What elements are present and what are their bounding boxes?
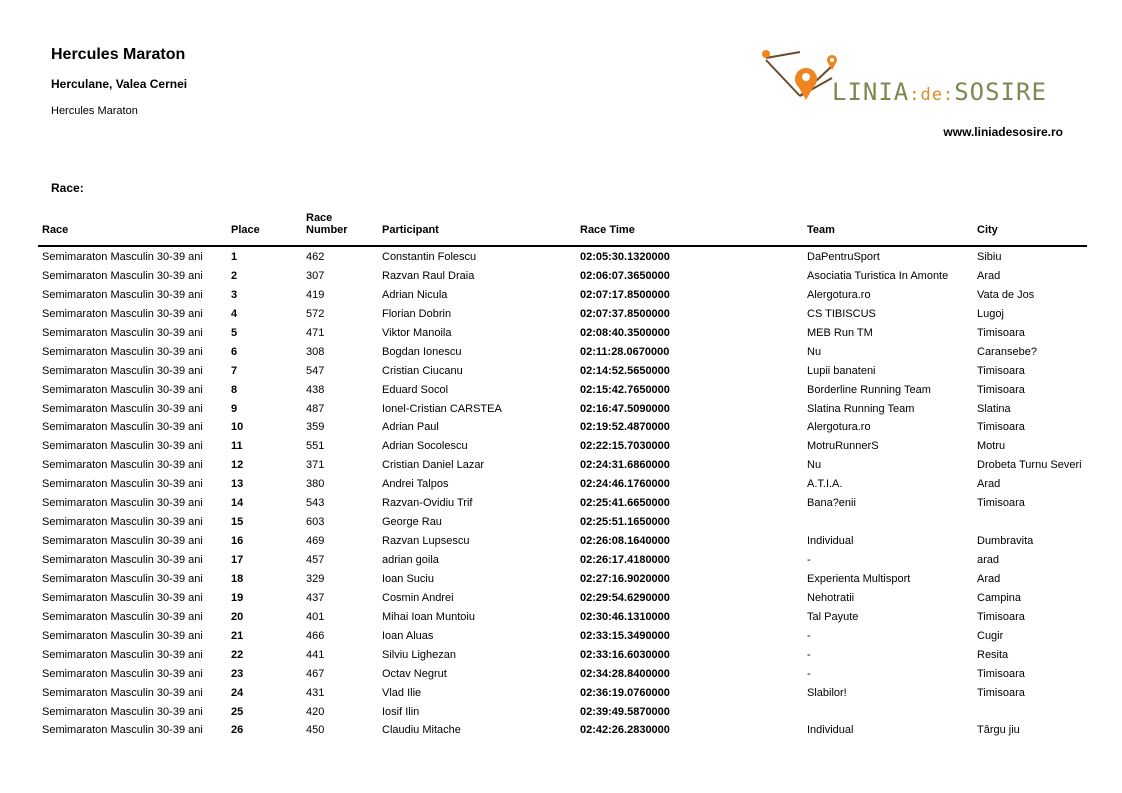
cell-race-number: 431: [306, 686, 325, 699]
column-header-race-number-line1: Race: [306, 212, 333, 224]
cell-race-number: 329: [306, 572, 325, 585]
cell-city: Cugir: [977, 629, 1004, 642]
cell-race-number: 359: [306, 421, 325, 434]
cell-participant: Razvan Lupsescu: [382, 535, 470, 548]
cell-city: Arad: [977, 269, 1001, 282]
cell-place: 23: [231, 667, 244, 680]
cell-city: Arad: [977, 478, 1001, 491]
cell-race-time: 02:06:07.3650000: [580, 269, 670, 282]
cell-race-number: 462: [306, 251, 325, 263]
cell-participant: Florian Dobrin: [382, 307, 452, 320]
cell-race: Semimaraton Masculin 30-39 ani: [42, 307, 203, 320]
cell-participant: Iosif Ilin: [382, 705, 420, 718]
cell-participant: Claudiu Mitache: [382, 724, 461, 737]
cell-race-number: 572: [306, 307, 325, 320]
cell-city: Campina: [977, 591, 1022, 604]
cell-team: Borderline Running Team: [807, 383, 931, 396]
logo-text-sosire: SOSIRE: [954, 78, 1047, 106]
cell-team: -: [807, 648, 811, 661]
cell-race-number: 547: [306, 364, 325, 377]
cell-place: 16: [231, 535, 244, 548]
cell-participant: Razvan Raul Draia: [382, 269, 475, 282]
cell-race: Semimaraton Masculin 30-39 ani: [42, 591, 203, 604]
column-header-race: Race: [42, 224, 69, 236]
cell-race: Semimaraton Masculin 30-39 ani: [42, 610, 203, 623]
cell-race-time: 02:42:26.2830000: [580, 724, 670, 737]
cell-race-time: 02:19:52.4870000: [580, 421, 670, 434]
cell-team: DaPentruSport: [807, 251, 880, 263]
event-title: Hercules Maraton: [51, 46, 186, 63]
cell-team: Slabilor!: [807, 686, 847, 699]
cell-race-number: 401: [306, 610, 325, 623]
cell-race-time: 02:05:30.1320000: [580, 251, 670, 263]
cell-participant: Cristian Daniel Lazar: [382, 459, 485, 472]
cell-city: Lugoj: [977, 307, 1004, 320]
table-header: [38, 210, 1087, 247]
table-row: [38, 664, 1087, 683]
cell-place: 5: [231, 326, 238, 339]
cell-participant: Ionel-Cristian CARSTEA: [382, 402, 502, 415]
cell-race-time: 02:22:15.7030000: [580, 440, 670, 453]
logo-text-linia: LINIA: [832, 78, 910, 106]
cell-place: 10: [231, 421, 244, 434]
table-row: [38, 588, 1087, 607]
cell-race: Semimaraton Masculin 30-39 ani: [42, 705, 203, 718]
table-row: [38, 455, 1087, 474]
logo-text: [832, 78, 1047, 106]
cell-place: 26: [231, 724, 244, 737]
cell-place: 8: [231, 383, 238, 396]
event-location: Herculane, Valea Cernei: [51, 77, 188, 91]
cell-race-time: 02:36:19.0760000: [580, 686, 670, 699]
cell-city: Târgu jiu: [977, 724, 1020, 737]
cell-participant: Viktor Manoila: [382, 326, 452, 339]
cell-race-time: 02:11:28.0670000: [580, 345, 670, 358]
cell-race-number: 457: [306, 554, 325, 566]
table-row: [38, 683, 1087, 702]
cell-race: Semimaraton Masculin 30-39 ani: [42, 364, 203, 377]
cell-team: Nehotratii: [807, 591, 855, 604]
cell-race-time: 02:27:16.9020000: [580, 572, 670, 585]
cell-participant: Cosmin Andrei: [382, 591, 454, 604]
cell-team: -: [807, 554, 811, 566]
cell-race: Semimaraton Masculin 30-39 ani: [42, 724, 203, 737]
cell-race: Semimaraton Masculin 30-39 ani: [42, 478, 203, 491]
cell-race-number: 420: [306, 705, 325, 718]
cell-participant: George Rau: [382, 516, 442, 529]
results-table: [38, 210, 1087, 739]
table-body: [38, 247, 1087, 739]
table-row: [38, 361, 1087, 380]
cell-participant: Ioan Suciu: [382, 572, 434, 585]
table-row: [38, 493, 1087, 512]
cell-participant: Octav Negrut: [382, 667, 447, 680]
cell-race: Semimaraton Masculin 30-39 ani: [42, 686, 203, 699]
cell-race: Semimaraton Masculin 30-39 ani: [42, 402, 203, 415]
column-header-race-time: Race Time: [580, 224, 635, 236]
cell-city: arad: [977, 554, 1000, 566]
cell-race-number: 469: [306, 535, 325, 548]
cell-race-time: 02:33:16.6030000: [580, 648, 670, 661]
table-row: [38, 380, 1087, 399]
cell-city: Timisoara: [977, 610, 1025, 623]
cell-place: 3: [231, 288, 238, 301]
cell-team: -: [807, 667, 811, 680]
cell-participant: adrian goila: [382, 554, 439, 566]
cell-city: Sibiu: [977, 251, 1002, 263]
cell-race-number: 467: [306, 667, 325, 680]
cell-city: Timisoara: [977, 364, 1025, 377]
cell-race: Semimaraton Masculin 30-39 ani: [42, 288, 203, 301]
cell-team: Nu: [807, 345, 822, 358]
cell-team: A.T.I.A.: [807, 478, 843, 491]
cell-race-time: 02:26:17.4180000: [580, 554, 670, 566]
logo-text-de: :de:: [909, 85, 955, 105]
cell-place: 20: [231, 610, 244, 623]
table-row: [38, 342, 1087, 361]
table-row: [38, 323, 1087, 342]
cell-race-number: 466: [306, 629, 325, 642]
cell-place: 17: [231, 554, 244, 566]
cell-city: Timisoara: [977, 326, 1025, 339]
cell-team: Alergotura.ro: [807, 421, 871, 434]
cell-race-number: 438: [306, 383, 325, 396]
cell-race-number: 450: [306, 724, 325, 737]
column-header-race-number-line2: Number: [306, 224, 348, 236]
cell-race-time: 02:08:40.3500000: [580, 326, 670, 339]
cell-place: 13: [231, 478, 244, 491]
cell-city: Arad: [977, 572, 1001, 585]
table-row: [38, 626, 1087, 645]
cell-race-number: 307: [306, 269, 325, 282]
table-row: [38, 550, 1087, 569]
cell-team: Slatina Running Team: [807, 402, 915, 415]
cell-race: Semimaraton Masculin 30-39 ani: [42, 648, 203, 661]
cell-race: Semimaraton Masculin 30-39 ani: [42, 572, 203, 585]
cell-race-time: 02:07:17.8500000: [580, 288, 670, 301]
cell-race-time: 02:24:46.1760000: [580, 478, 670, 491]
cell-city: Drobeta Turnu Severi: [977, 459, 1082, 472]
cell-race: Semimaraton Masculin 30-39 ani: [42, 459, 203, 472]
cell-race: Semimaraton Masculin 30-39 ani: [42, 629, 203, 642]
cell-team: MotruRunnerS: [807, 440, 879, 453]
cell-race-time: 02:29:54.6290000: [580, 591, 670, 604]
race-label: Race:: [51, 181, 84, 195]
cell-place: 18: [231, 572, 244, 585]
table-row: [38, 474, 1087, 493]
cell-place: 25: [231, 705, 244, 718]
cell-city: Caransebe?: [977, 345, 1037, 358]
cell-team: Individual: [807, 724, 854, 737]
cell-place: 12: [231, 459, 244, 472]
column-header-participant: Participant: [382, 224, 439, 236]
cell-team: MEB Run TM: [807, 326, 873, 339]
cell-participant: Adrian Paul: [382, 421, 439, 434]
table-row: [38, 720, 1087, 739]
cell-participant: Bogdan Ionescu: [382, 345, 462, 358]
table-row: [38, 436, 1087, 455]
cell-city: Vata de Jos: [977, 288, 1035, 301]
cell-team: CS TIBISCUS: [807, 307, 876, 320]
cell-participant: Ioan Aluas: [382, 629, 434, 642]
cell-place: 6: [231, 345, 238, 358]
cell-race-time: 02:30:46.1310000: [580, 610, 670, 623]
cell-team: Bana?enii: [807, 497, 856, 510]
cell-team: Asociatia Turistica In Amonte: [807, 269, 949, 282]
cell-participant: Razvan-Ovidiu Trif: [382, 497, 473, 510]
cell-race-number: 437: [306, 591, 325, 604]
website-url: www.liniadesosire.ro: [943, 125, 1063, 139]
table-row: [38, 702, 1087, 721]
cell-city: Timisoara: [977, 497, 1025, 510]
table-row: [38, 569, 1087, 588]
cell-participant: Cristian Ciucanu: [382, 364, 463, 377]
event-name: Hercules Maraton: [51, 105, 138, 117]
cell-participant: Silviu Lighezan: [382, 648, 456, 661]
cell-team: Nu: [807, 459, 822, 472]
table-row: [38, 399, 1087, 418]
cell-city: Timisoara: [977, 686, 1025, 699]
column-header-team: Team: [807, 224, 835, 236]
cell-team: -: [807, 629, 811, 642]
cell-race: Semimaraton Masculin 30-39 ani: [42, 440, 203, 453]
cell-race-time: 02:34:28.8400000: [580, 667, 670, 680]
cell-place: 21: [231, 629, 244, 642]
column-header-place: Place: [231, 224, 260, 236]
column-header-race-number: [306, 212, 348, 236]
cell-race: Semimaraton Masculin 30-39 ani: [42, 383, 203, 396]
cell-participant: Andrei Talpos: [382, 478, 449, 491]
cell-race: Semimaraton Masculin 30-39 ani: [42, 326, 203, 339]
cell-participant: Adrian Nicula: [382, 288, 448, 301]
cell-place: 7: [231, 364, 238, 377]
cell-race: Semimaraton Masculin 30-39 ani: [42, 554, 203, 566]
cell-race-time: 02:25:51.1650000: [580, 516, 670, 529]
cell-team: Individual: [807, 535, 854, 548]
cell-place: 4: [231, 307, 238, 320]
cell-team: Tal Payute: [807, 610, 859, 623]
cell-race-number: 371: [306, 459, 325, 472]
cell-race-number: 419: [306, 288, 325, 301]
cell-place: 19: [231, 591, 244, 604]
column-header-city: City: [977, 224, 998, 236]
cell-place: 11: [231, 440, 243, 453]
cell-place: 9: [231, 402, 238, 415]
cell-race: Semimaraton Masculin 30-39 ani: [42, 535, 203, 548]
cell-race-number: 487: [306, 402, 325, 415]
cell-race-time: 02:16:47.5090000: [580, 402, 670, 415]
table-row: [38, 645, 1087, 664]
cell-race: Semimaraton Masculin 30-39 ani: [42, 251, 203, 263]
cell-team: Lupii banateni: [807, 364, 876, 377]
cell-race-time: 02:39:49.5870000: [580, 705, 670, 718]
table-row: [38, 512, 1087, 531]
cell-participant: Eduard Socol: [382, 383, 449, 396]
cell-participant: Vlad Ilie: [382, 686, 422, 699]
cell-race-time: 02:14:52.5650000: [580, 364, 670, 377]
cell-race-time: 02:07:37.8500000: [580, 307, 670, 320]
logo-pin-graphic-icon: [760, 48, 840, 112]
cell-place: 15: [231, 516, 244, 529]
cell-race-time: 02:33:15.3490000: [580, 629, 670, 642]
cell-city: Timisoara: [977, 383, 1025, 396]
logo: [760, 48, 1070, 112]
cell-city: Slatina: [977, 402, 1011, 415]
table-row: [38, 607, 1087, 626]
cell-city: Timisoara: [977, 421, 1025, 434]
cell-race-number: 441: [306, 648, 325, 661]
cell-race-number: 471: [306, 326, 325, 339]
cell-race-time: 02:25:41.6650000: [580, 497, 670, 510]
cell-city: Motru: [977, 440, 1006, 453]
table-row: [38, 285, 1087, 304]
cell-participant: Mihai Ioan Muntoiu: [382, 610, 475, 623]
table-row: [38, 266, 1087, 285]
cell-race-time: 02:26:08.1640000: [580, 535, 670, 548]
cell-city: Dumbravita: [977, 535, 1034, 548]
table-row: [38, 531, 1087, 550]
table-row: [38, 417, 1087, 436]
cell-race: Semimaraton Masculin 30-39 ani: [42, 497, 203, 510]
cell-race-number: 603: [306, 516, 325, 529]
cell-place: 24: [231, 686, 244, 699]
cell-race: Semimaraton Masculin 30-39 ani: [42, 667, 203, 680]
cell-participant: Adrian Socolescu: [382, 440, 468, 453]
cell-race: Semimaraton Masculin 30-39 ani: [42, 269, 203, 282]
cell-city: Resita: [977, 648, 1009, 661]
cell-place: 2: [231, 269, 238, 282]
cell-place: 1: [231, 251, 238, 263]
cell-race: Semimaraton Masculin 30-39 ani: [42, 516, 203, 529]
cell-race-number: 380: [306, 478, 325, 491]
cell-team: Experienta Multisport: [807, 572, 911, 585]
cell-participant: Constantin Folescu: [382, 251, 477, 263]
cell-race: Semimaraton Masculin 30-39 ani: [42, 421, 203, 434]
cell-race-number: 551: [306, 440, 325, 453]
cell-team: Alergotura.ro: [807, 288, 871, 301]
cell-place: 22: [231, 648, 244, 661]
table-row: [38, 304, 1087, 323]
cell-race: Semimaraton Masculin 30-39 ani: [42, 345, 203, 358]
cell-race-number: 308: [306, 345, 325, 358]
table-row: [38, 247, 1087, 266]
cell-place: 14: [231, 497, 244, 510]
cell-race-time: 02:15:42.7650000: [580, 383, 670, 396]
cell-city: Timisoara: [977, 667, 1025, 680]
cell-race-time: 02:24:31.6860000: [580, 459, 670, 472]
cell-race-number: 543: [306, 497, 325, 510]
